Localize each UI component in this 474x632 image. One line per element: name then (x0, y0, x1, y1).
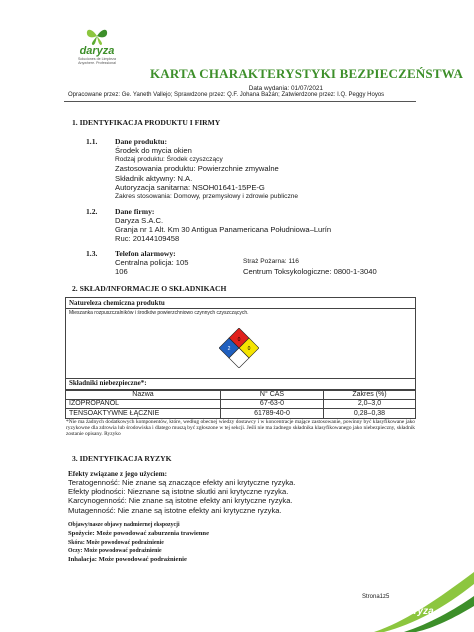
phone-106: 106 (115, 267, 128, 276)
company-address: Granja nr 1 Alt. Km 30 Antigua Panamericana Południowa–Lurín (115, 225, 332, 235)
mutagenicity: Mutagenność: Nie znane są istotne efekty ani krytyczne ryzyka. (68, 505, 282, 515)
company-logo (62, 26, 132, 70)
section2-heading: 2. SKŁAD/INFORMACJE O SKŁADNIKACH (72, 284, 227, 293)
item-1-3-title: Telefon alarmowy: (115, 249, 176, 258)
ingredient-name: TENSOAKTYWNE ŁĄCZNIE (66, 409, 221, 419)
health-effects-title: Efekty związane z jego użyciem: (68, 470, 167, 478)
butterfly-logo-icon (84, 26, 110, 46)
fertility-effects: Efekty płodności: Nieznane są istotne skutki ani krytyczne ryzyka. (68, 487, 289, 497)
logo-tagline: Soluciones de Limpieza Anywhere. Professional (78, 57, 116, 66)
teratogenicity: Teratogenność: Nie znane są znaczące efekty ani krytyczne ryzyka. (68, 478, 296, 487)
footer-swoosh-decoration (354, 572, 474, 632)
chemical-nature-text: Mieszanka rozpuszczalników i środków powierzchniowo czynnych czyszczących. (69, 310, 249, 316)
ingredients-table (65, 389, 416, 419)
nfpa-reactivity-value: 0 (247, 346, 251, 352)
company-name: Daryza S.A.C. (115, 216, 164, 225)
ingredient-cas: 61789-40-0 (221, 409, 324, 419)
section1-heading: 1. IDENTYFIKACJA PRODUKTU I FIRMY (72, 118, 221, 127)
nfpa-health-value: 2 (227, 346, 231, 352)
ingredient-range: 2,0–3,0 (324, 399, 416, 409)
footer-logo-wordmark: daryza (402, 606, 434, 617)
column-header-cas: N° CAS (221, 390, 324, 400)
item-1-2-title: Dane firmy: (115, 207, 155, 216)
scope-of-use: Zakres stosowania: Domowy, przemysłowy i zdrowie publiczne (115, 193, 299, 201)
product-uses: Zastosowania produktu: Powierzchnie zmywalne (115, 164, 279, 174)
exposure-symptoms-title: Objawy/nasze objawy nadmiernej ekspozycji (68, 522, 180, 528)
toxicology-center-phone: Centrum Toksykologiczne: 0800-1-3040 (243, 267, 377, 276)
carcinogenicity: Karcynogenność: Nie znane są istotne efekty ani krytyczne ryzyka. (68, 496, 293, 506)
product-name: Środek do mycia okien (115, 146, 192, 155)
nfpa-diamond-icon (219, 328, 259, 368)
prepared-by: Opracowane przez: Ge. Yaneth Vallejo; Sprawdzone przez: Q.F. Johana Bazán; Zatwierdzone przez: I.Q. Peggy Hoyos (68, 92, 385, 98)
chemical-nature-label: Natureleza chemiczna produktu (66, 298, 415, 309)
logo-wordmark: daryza (79, 45, 115, 57)
item-1-2-number: 1.2. (86, 207, 98, 216)
company-ruc: Ruc: 20144109458 (115, 234, 180, 244)
table-row (66, 399, 416, 409)
sanitary-authorization: Autoryzacja sanitarna: NSOH01641-15PE-G (115, 182, 265, 192)
health-effects-list (68, 478, 296, 515)
exposure-symptoms-list (68, 530, 209, 564)
ingestion-symptom: Spożycie: Może powodować zaburzenia trawienne (68, 530, 210, 537)
ingredient-range: 0,28–0,38 (324, 409, 416, 419)
column-header-name: Nazwa (66, 390, 221, 400)
composition-box (65, 297, 416, 391)
column-header-range: Zakres (%) (324, 390, 416, 400)
ingredient-name: IZOPROPANOL (66, 399, 221, 409)
eyes-symptom: Oczy: Może powodować podrażnienie (68, 548, 162, 555)
ingredients-footnote: *Nie ma żadnych dodatkowych komponentów, które, według obecnej wiedzy dostawcy i w koncentracje mające zastosowanie, powinny być klasyfikowane jako ryzykowne dla zdrowia lub środowiska i dlatego muszą być zgłoszone w tej sekcji. Jeśli nie ma żadnego składnika klasyfikowanego jako niebezpieczny, składnik zostanie opisany. Ryzyko (66, 419, 415, 437)
inhalation-symptom: Inhalacja: Może powodować podrażnienie (68, 555, 187, 563)
ingredient-cas: 67-63-0 (221, 399, 324, 409)
item-1-1-title: Dane produktu: (115, 137, 167, 146)
nfpa-fire-value: 0 (237, 337, 241, 343)
table-row (66, 409, 416, 419)
product-details (115, 146, 298, 201)
hazardous-ingredients-label: Składniki niebezpieczne*: (66, 378, 415, 387)
company-details (115, 216, 331, 244)
header-divider (64, 101, 416, 102)
item-1-3-number: 1.3. (86, 249, 98, 258)
item-1-1-number: 1.1. (86, 137, 98, 146)
document-title: KARTA CHARAKTERYSTYKI BEZPIECZEŃSTWA (150, 66, 464, 81)
skin-symptom: Skóra: Może powodować podrażnienie (68, 539, 164, 546)
product-type: Rodzaj produktu: Środek czyszczący (115, 156, 223, 164)
active-ingredient: Składnik aktywny: N.A. (115, 173, 193, 183)
section3-heading: 3. IDENTYFIKACJA RYZYK (72, 454, 172, 463)
fire-brigade-phone: Straż Pożarna: 116 (243, 258, 299, 265)
issue-date: Data wydania: 01/07/2021 (248, 85, 323, 92)
table-header-row (66, 390, 416, 400)
police-phone: Centralna policja: 105 (115, 258, 189, 267)
page-number: Strona1z5 (362, 594, 390, 600)
